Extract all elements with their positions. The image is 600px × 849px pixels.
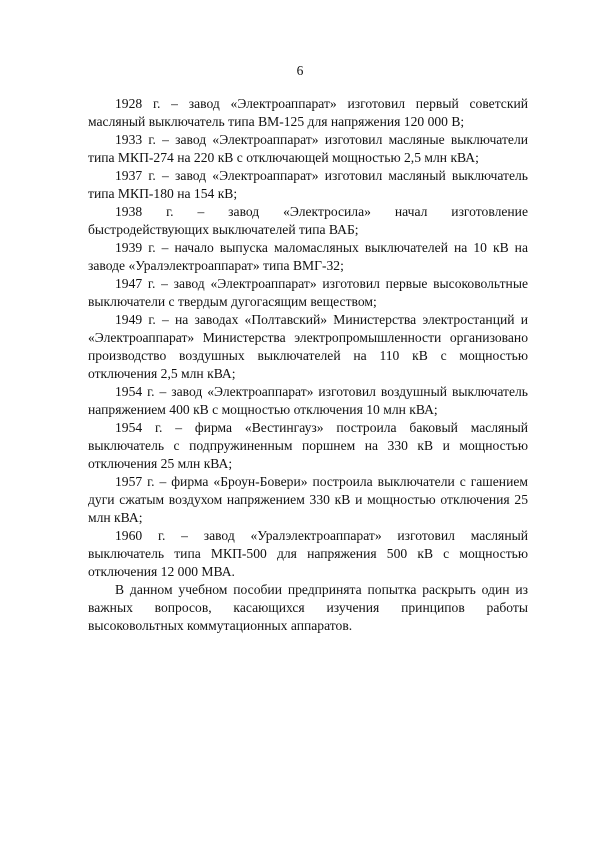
page-number: 6 bbox=[296, 63, 304, 78]
paragraph-1954-electroapparat: 1954 г. – завод «Электроаппарат» изготовил воздушный выключатель напряжением 400 кВ с мощностью отключения 10 млн кВА; bbox=[88, 384, 528, 417]
paragraph-1933: 1933 г. – завод «Электроаппарат» изготовил масляные выключатели типа МКП-274 на 220 кВ с отключающей мощностью 2,5 млн кВА; bbox=[88, 132, 528, 165]
paragraph-1937: 1937 г. – завод «Электроаппарат» изготовил масляный выключатель типа МКП-180 на 154 кВ; bbox=[88, 168, 528, 201]
paragraph-1939: 1939 г. – начало выпуска маломасляных выключателей на 10 кВ на заводе «Уралэлектроаппарат» типа ВМГ-32; bbox=[88, 240, 528, 273]
paragraph-1957: 1957 г. – фирма «Броун-Бовери» построила выключатели с гашением дуги сжатым воздухом напряжением 330 кВ и мощностью отключения 25 млн кВА; bbox=[88, 474, 528, 525]
document-body bbox=[88, 95, 528, 635]
paragraph-1960: 1960 г. – завод «Уралэлектроаппарат» изготовил масляный выключатель типа МКП-500 для напряжения 500 кВ с мощностью отключения 12 000 МВА. bbox=[88, 528, 528, 579]
paragraph-1949: 1949 г. – на заводах «Полтавский» Министерства электростанций и «Электроаппарат» Министерства электропромышленности организовано производство воздушных выключателей на 110 кВ с мощностью отключения 2,5 млн кВА; bbox=[88, 312, 528, 381]
paragraph-1938: 1938 г. – завод «Электросила» начал изготовление быстродействующих выключателей типа ВАБ; bbox=[88, 204, 528, 237]
paragraph-1947: 1947 г. – завод «Электроаппарат» изготовил первые высоковольтные выключатели с твердым дугогасящим веществом; bbox=[88, 276, 528, 309]
paragraph-1954-westinghouse: 1954 г. – фирма «Вестингауз» построила баковый масляный выключатель с подпружиненным поршнем на 330 кВ и мощностью отключения 25 млн кВА; bbox=[88, 420, 528, 471]
paragraph-1928: 1928 г. – завод «Электроаппарат» изготовил первый советский масляный выключатель типа ВМ-125 для напряжения 120 000 В; bbox=[88, 96, 528, 129]
paragraph-conclusion: В данном учебном пособии предпринята попытка раскрыть один из важных вопросов, касающихся изучения принципов работы высоковольтных коммутационных аппаратов. bbox=[88, 582, 528, 633]
